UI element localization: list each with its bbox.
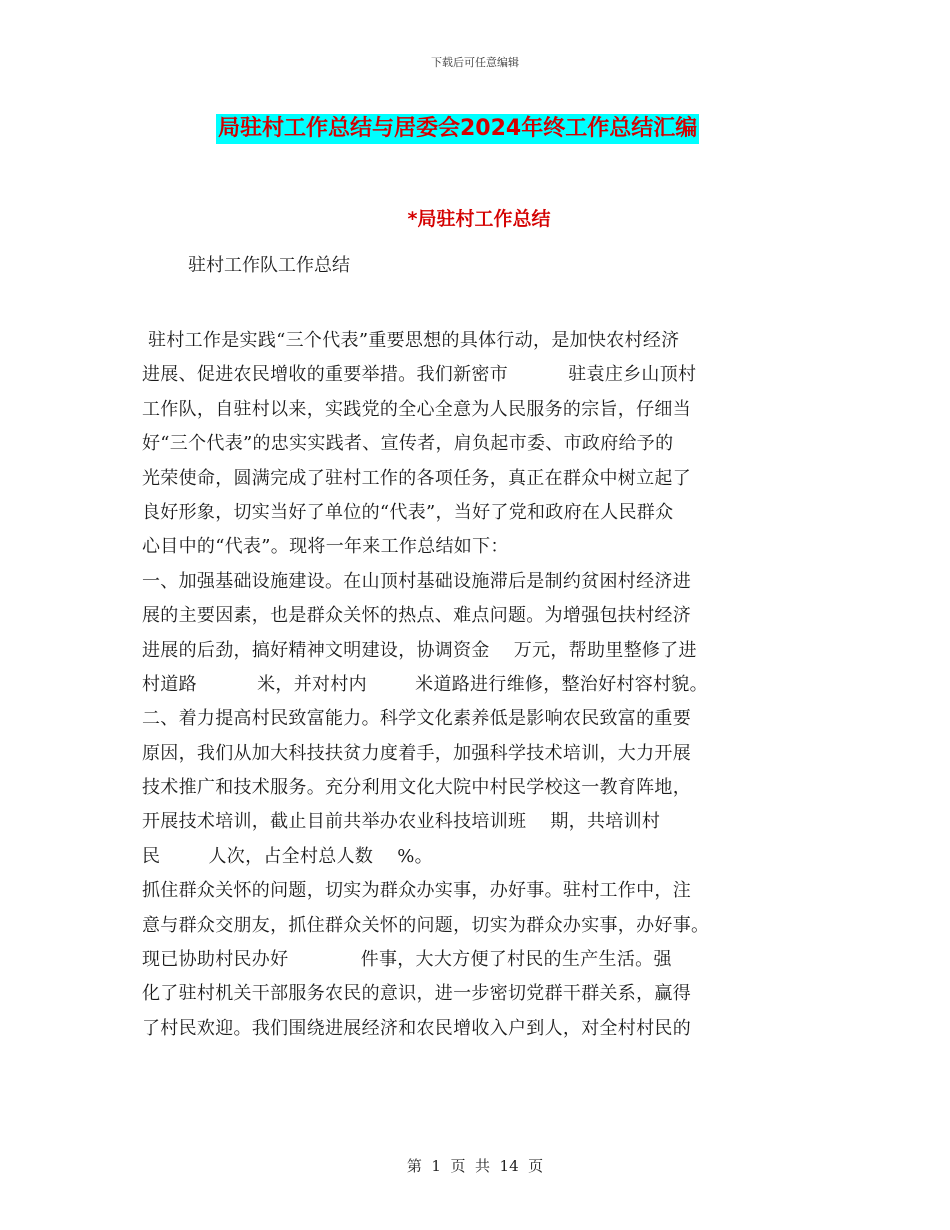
body-line: 心目中的“代表”。现将一年来工作总结如下： — [142, 536, 509, 558]
body-line: 村道路 米，并对村内 米道路进行维修，整治好村容村貌。 — [142, 673, 708, 695]
body-line: 进展的后劲，搞好精神文明建设，协调资金 万元，帮助里整修了进 — [142, 639, 697, 661]
body-line: 原因，我们从加大科技扶贫力度着手，加强科学技术培训，大力开展 — [142, 742, 691, 764]
body-line: 驻村工作是实践“三个代表”重要思想的具体行动，是加快农村经济 — [142, 330, 680, 351]
subheading: 驻村工作队工作总结 — [188, 255, 350, 276]
body-line: 良好形象，切实当好了单位的“代表”，当好了党和政府在人民群众 — [142, 501, 674, 523]
body-line: 一、加强基础设施建设。在山顶村基础设施滞后是制约贫困村经济进 — [142, 570, 691, 592]
body-text — [142, 324, 822, 1046]
body-line: 工作队，自驻村以来，实践党的全心全意为人民服务的宗旨，仔细当 — [142, 398, 691, 420]
body-line: 化了驻村机关干部服务农民的意识，进一步密切党群干群关系，赢得 — [142, 983, 691, 1005]
body-line: 民 人次，占全村总人数 %。 — [142, 845, 433, 867]
section-title: *局驻村工作总结 — [407, 208, 551, 230]
document-title: 局驻村工作总结与居委会2024年终工作总结汇编 — [216, 114, 699, 144]
body-line: 开展技术培训，截止目前共举办农业科技培训班 期，共培训村 — [142, 811, 661, 833]
body-line: 进展、促进农民增收的重要举措。我们新密市 驻袁庄乡山顶村 — [142, 364, 697, 386]
body-line: 展的主要因素，也是群众关怀的热点、难点问题。为增强包扶村经济 — [142, 605, 691, 627]
body-line: 二、着力提高村民致富能力。科学文化素养低是影响农民致富的重要 — [142, 708, 691, 730]
body-line: 技术推广和技术服务。充分利用文化大院中村民学校这一教育阵地， — [142, 777, 691, 799]
body-line: 现已协助村民办好 件事，大大方便了村民的生产生活。强 — [142, 949, 672, 971]
body-line: 意与群众交朋友，抓住群众关怀的问题，切实为群众办实事，办好事。 — [142, 914, 710, 936]
page-header-note: 下载后可任意编辑 — [431, 56, 519, 69]
body-line: 了村民欢迎。我们围绕进展经济和农民增收入户到人，对全村村民的 — [142, 1017, 691, 1039]
page-number: 第 1 页 共 14 页 — [406, 1157, 544, 1175]
body-line: 抓住群众关怀的问题，切实为群众办实事，办好事。驻村工作中，注 — [142, 880, 691, 902]
body-line: 好“三个代表”的忠实实践者、宣传者，肩负起市委、市政府给予的 — [142, 433, 674, 455]
body-line: 光荣使命，圆满完成了驻村工作的各项任务，真正在群众中树立起了 — [142, 467, 691, 489]
